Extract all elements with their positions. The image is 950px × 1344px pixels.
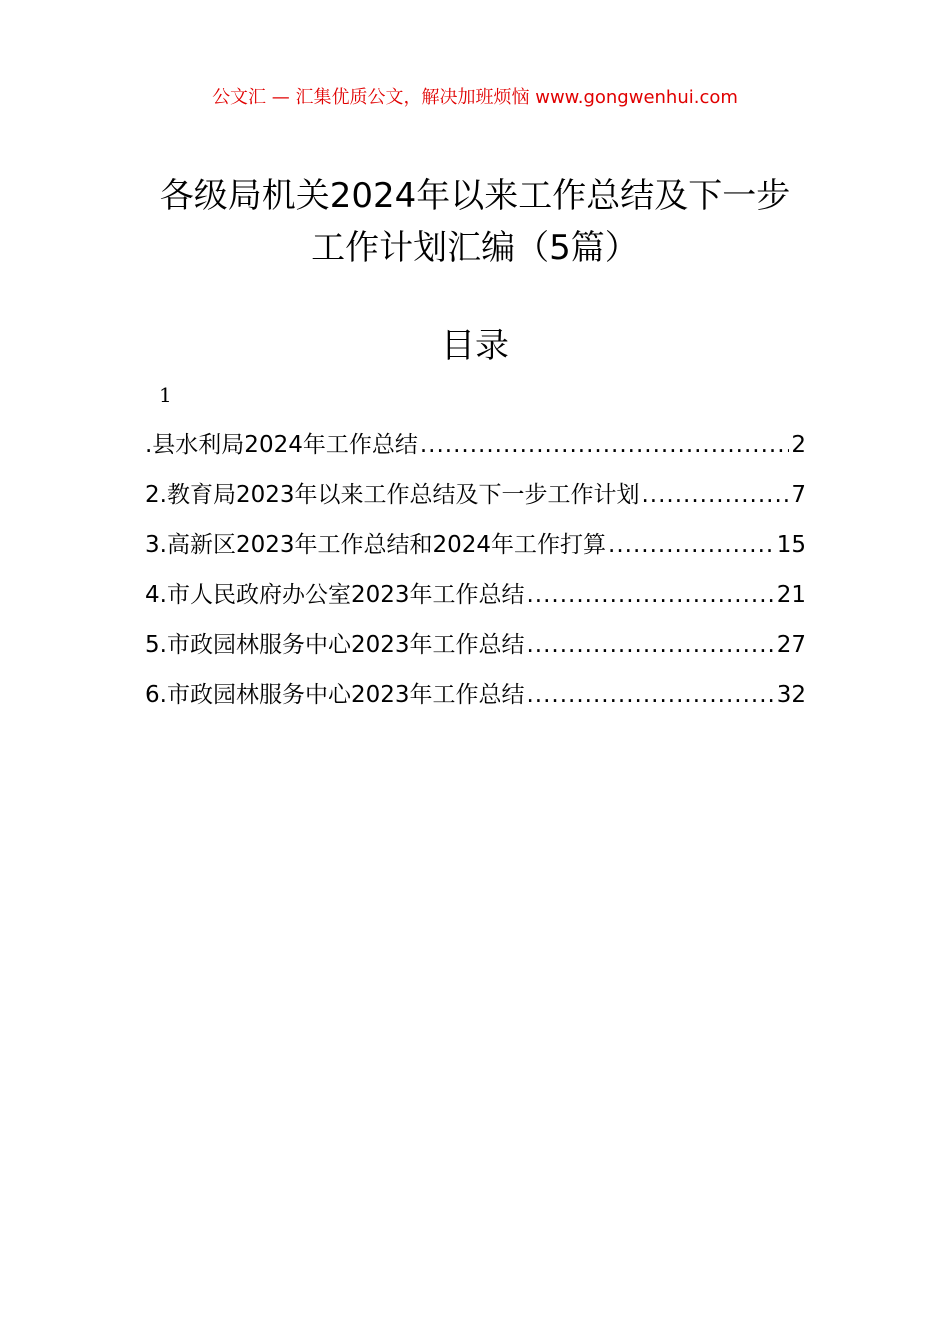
toc-entry[interactable]	[145, 473, 806, 523]
toc-entry-page: 15	[776, 532, 806, 558]
toc-entry-title: 3.高新区2023年工作总结和2024年工作打算	[145, 532, 607, 558]
toc-leader-dots	[526, 623, 774, 667]
toc-entry-title: .县水利局2024年工作总结	[145, 432, 418, 458]
toc-heading: 目录	[441, 326, 509, 366]
header-banner: 公文汇 — 汇集优质公文，解决加班烦恼 www.gongwenhui.com	[212, 87, 738, 108]
toc-entry-page: 32	[776, 682, 806, 708]
toc-leader-dots	[420, 423, 790, 467]
toc-leader-dots	[608, 523, 775, 567]
toc-number: 1	[159, 383, 172, 407]
toc-entry-title: 5.市政园林服务中心2023年工作总结	[145, 632, 525, 658]
toc-entry-title: 6.市政园林服务中心2023年工作总结	[145, 682, 525, 708]
title-line-1: 各级局机关2024年以来工作总结及下一步	[159, 176, 791, 216]
toc-entry[interactable]	[145, 573, 806, 623]
toc-entry-title: 2.教育局2023年以来工作总结及下一步工作计划	[145, 482, 640, 508]
title-line-2: 工作计划汇编（5篇）	[311, 228, 639, 268]
toc-entry-page: 2	[791, 432, 806, 458]
toc-leader-dots	[526, 573, 774, 617]
toc-entry[interactable]	[145, 673, 806, 723]
toc-entry-title: 4.市人民政府办公室2023年工作总结	[145, 582, 525, 608]
toc-leader-dots	[641, 473, 789, 517]
toc-entry-page: 7	[791, 482, 806, 508]
document-title	[100, 170, 850, 274]
toc-entry[interactable]	[145, 523, 806, 573]
toc-entry[interactable]	[145, 623, 806, 673]
toc-leader-dots	[526, 673, 774, 717]
toc-entry-page: 21	[776, 582, 806, 608]
toc-entry[interactable]	[145, 423, 806, 473]
table-of-contents	[145, 423, 806, 723]
toc-entry-page: 27	[776, 632, 806, 658]
